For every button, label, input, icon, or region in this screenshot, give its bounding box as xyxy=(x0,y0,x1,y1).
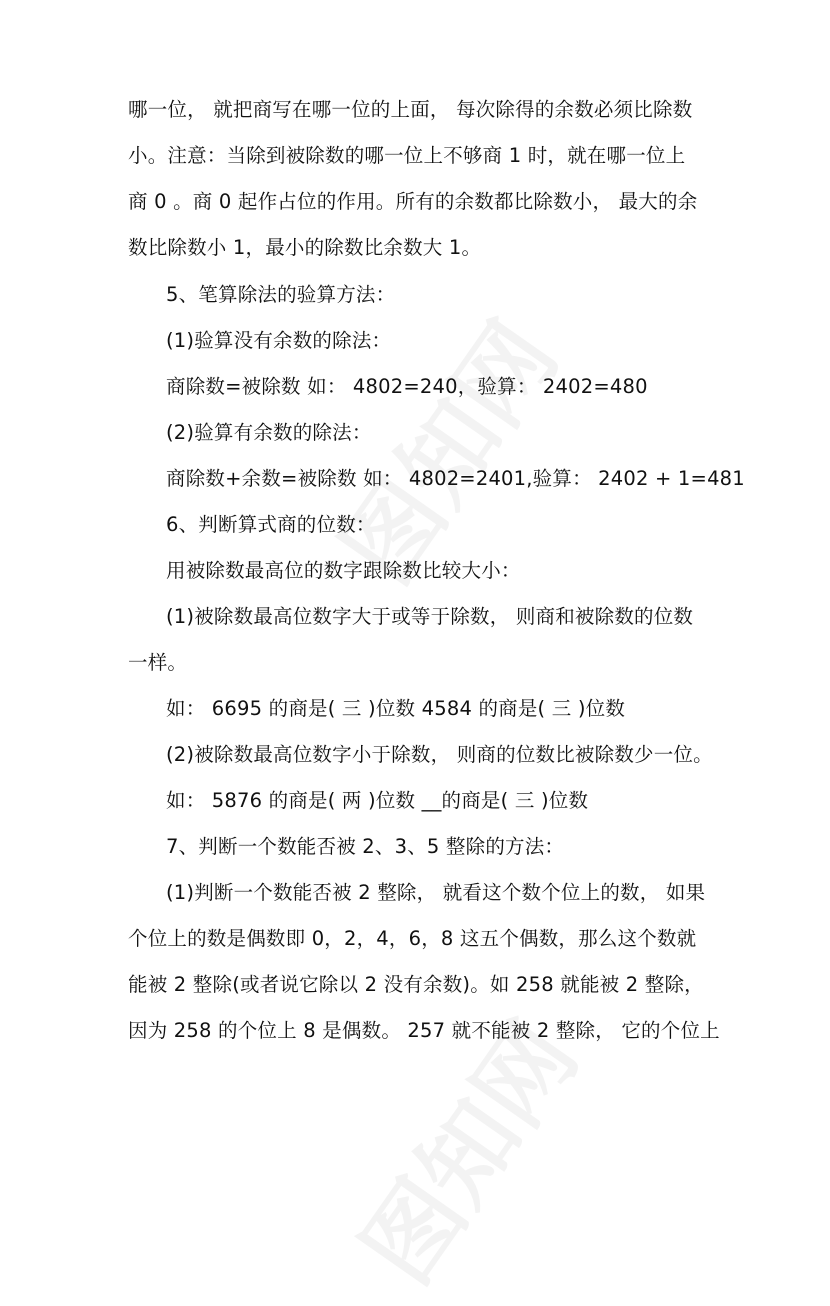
text-line: 数比除数小 1，最小的除数比余数大 1。 xyxy=(128,236,482,259)
text-line: 能被 2 整除(或者说它除以 2 没有余数)。如 258 就能被 2 整除， xyxy=(128,973,704,996)
text-line: 因为 258 的个位上 8 是偶数。 257 就不能被 2 整除， 它的个位上 xyxy=(128,1019,720,1042)
section-heading: 7、判断一个数能否被 2、3、5 整除的方法： xyxy=(166,835,565,858)
text-line: 一样。 xyxy=(128,651,188,674)
text-line: 如： 6695 的商是( 三 )位数 4584 的商是( 三 )位数 xyxy=(166,697,626,720)
text-line: 个位上的数是偶数即 0，2，4，6，8 这五个偶数，那么这个数就 xyxy=(128,927,697,950)
text-line: (1)被除数最高位数字大于或等于除数， 则商和被除数的位数 xyxy=(166,605,694,628)
text-line: 哪一位， 就把商写在哪一位的上面， 每次除得的余数必须比除数 xyxy=(128,98,693,121)
text-line: (1)验算没有余数的除法： xyxy=(166,329,392,352)
section-heading: 6、判断算式商的位数： xyxy=(166,513,376,536)
text-line: 商除数+余数=被除数 如： 4802=2401,验算： 2402 + 1=481 xyxy=(166,467,745,490)
text-line: 如： 5876 的商是( 两 )位数 __的商是( 三 )位数 xyxy=(166,789,589,812)
text-line: 商 0 。商 0 起作占位的作用。所有的余数都比除数小， 最大的余 xyxy=(128,190,698,213)
text-line: 商除数=被除数 如： 4802=240，验算： 2402=480 xyxy=(166,375,648,398)
section-heading: 5、笔算除法的验算方法： xyxy=(166,283,396,306)
text-line: 用被除数最高位的数字跟除数比较大小： xyxy=(166,559,521,582)
text-line: (2)被除数最高位数字小于除数， 则商的位数比被除数少一位。 xyxy=(166,743,713,766)
text-line: (1)判断一个数能否被 2 整除， 就看这个数个位上的数， 如果 xyxy=(166,881,706,904)
text-line: 小。注意：当除到被除数的哪一位上不够商 1 时，就在哪一位上 xyxy=(128,144,686,167)
text-line: (2)验算有余数的除法： xyxy=(166,421,372,444)
